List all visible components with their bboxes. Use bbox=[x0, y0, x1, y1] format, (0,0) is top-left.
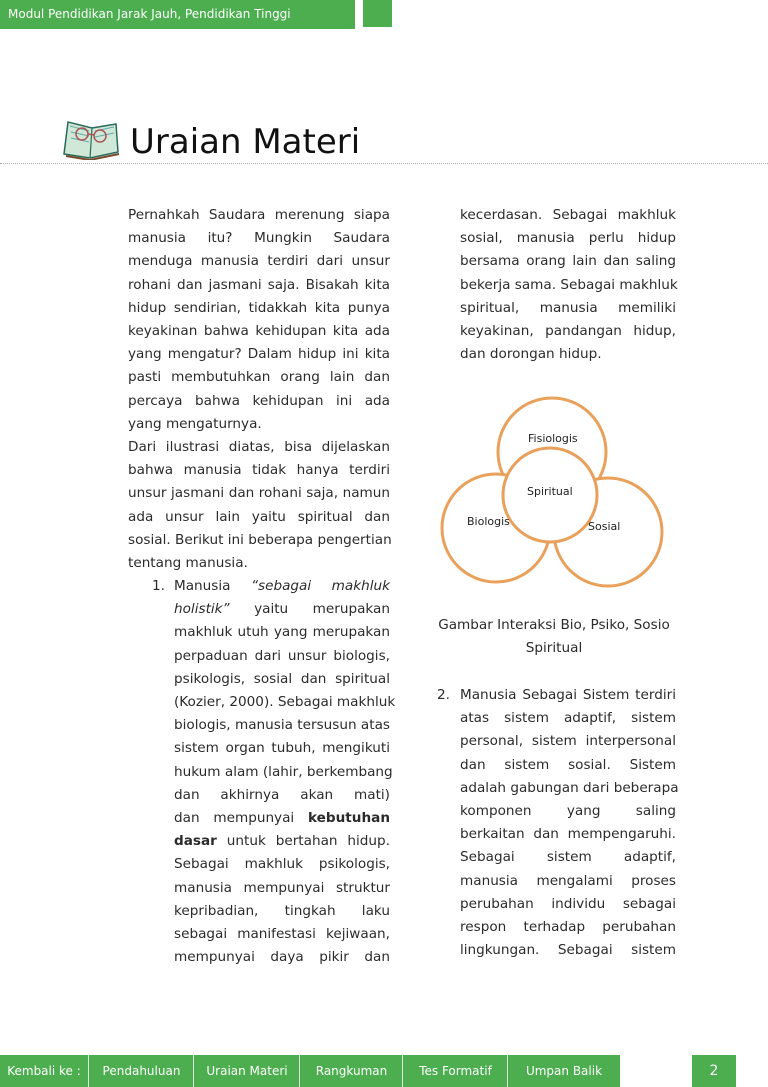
text-span: (Kozier, 2000). Sebagai makhluk bbox=[174, 694, 396, 710]
title-divider bbox=[0, 163, 768, 164]
label-spiritual: Spiritual bbox=[527, 485, 573, 498]
text-line: lingkungan. Sebagai sistem bbox=[460, 942, 676, 959]
text-line: keyakinan, pandangan hidup, bbox=[460, 323, 676, 339]
text-line: personal, sistem interpersonal bbox=[460, 733, 676, 750]
text-line bbox=[174, 878, 390, 898]
text-line bbox=[174, 762, 393, 782]
text-span: yaitu merupakan bbox=[229, 601, 390, 618]
text-line: percaya bahwa kehidupan ini ada bbox=[128, 392, 390, 409]
text-span: manusia mempunyai struktur bbox=[174, 879, 390, 896]
text-line bbox=[174, 947, 390, 967]
text-span: Sebagai makhluk psikologis, bbox=[174, 856, 390, 873]
text-line: Sebagai sistem adaptif, bbox=[460, 849, 676, 866]
text-line: pasti membutuhkan orang lain dan bbox=[128, 369, 390, 386]
page-number: 2 bbox=[692, 1055, 736, 1087]
text-line: sosial, manusia perlu hidup bbox=[460, 230, 676, 247]
text-span: hukum alam (lahir, berkembang bbox=[174, 763, 393, 780]
text-line: spiritual, manusia memiliki bbox=[460, 299, 676, 316]
label-sosial: Sosial bbox=[588, 520, 621, 533]
text-line: bahwa manusia tidak hanya terdiri bbox=[128, 462, 390, 479]
text-line: kecerdasan. Sebagai makhluk bbox=[460, 207, 676, 223]
text-line: sosial. Berikut ini beberapa pengertian bbox=[128, 531, 392, 548]
text-span: psikologis, sosial dan spiritual bbox=[174, 670, 390, 687]
nav-tes-formatif[interactable]: Tes Formatif bbox=[402, 1055, 508, 1087]
text-line bbox=[174, 692, 396, 712]
text-line: Dari ilustrasi diatas, bisa dijelaskan bbox=[128, 439, 390, 455]
text-line: adalah gabungan dari beberapa bbox=[460, 779, 679, 796]
text-line: unsur jasmani dan rohani saja, namun bbox=[128, 485, 390, 502]
text-line: bersama orang lain dan saling bbox=[460, 253, 676, 270]
figure-caption-line2: Spiritual bbox=[525, 640, 583, 656]
figure-caption-line1: Gambar Interaksi Bio, Psiko, Sosio bbox=[438, 617, 670, 633]
text-line: manusia itu? Mungkin Saudara bbox=[128, 230, 390, 247]
text-line: komponen yang saling bbox=[460, 803, 676, 819]
label-biologis: Biologis bbox=[467, 515, 510, 528]
text-span: untuk bertahan hidup. bbox=[216, 833, 390, 850]
text-span: Manusia bbox=[174, 578, 251, 594]
text-line: tentang manusia. bbox=[128, 555, 248, 571]
text-line: atas sistem adaptif, sistem bbox=[460, 710, 676, 727]
text-span: dan akhirnya akan mati) bbox=[174, 786, 390, 803]
text-line: Pernahkah Saudara merenung siapa bbox=[128, 207, 390, 223]
text-span: makhluk utuh yang merupakan bbox=[174, 624, 390, 641]
text-line: perubahan individu sebagai bbox=[460, 895, 676, 912]
module-header: Modul Pendidikan Jarak Jauh, Pendidikan Tinggi Kesehatan bbox=[0, 0, 355, 29]
text-line: dan dorongan hidup. bbox=[460, 346, 602, 363]
back-to-label: Kembali ke : bbox=[0, 1055, 88, 1087]
text-span: kepribadian, tingkah laku bbox=[174, 902, 390, 919]
section-title: Uraian Materi bbox=[130, 122, 361, 162]
text-line: berkaitan dan mempengaruhi. bbox=[460, 826, 676, 843]
text-line: manusia mengalami proses bbox=[460, 872, 676, 889]
label-fisiologis: Fisiologis bbox=[528, 432, 578, 445]
text-line: ada unsur lain yaitu spiritual dan bbox=[128, 508, 390, 525]
text-line bbox=[174, 831, 390, 851]
italic-text: holistik” bbox=[174, 601, 230, 618]
text-line: keyakinan bahwa kehidupan kita ada bbox=[128, 323, 390, 339]
text-line: hidup sendirian, tidakkah kita punya bbox=[128, 299, 390, 316]
text-line bbox=[174, 646, 390, 666]
text-line: yang mengaturnya. bbox=[128, 415, 262, 432]
bold-text: dasar bbox=[174, 833, 217, 850]
italic-text: “sebagai makhluk bbox=[250, 578, 390, 594]
text-line bbox=[174, 738, 390, 758]
text-line bbox=[174, 622, 390, 642]
list-number-1: 1. bbox=[152, 578, 165, 594]
text-span: sistem organ tubuh, mengikuti bbox=[174, 740, 390, 757]
text-line bbox=[174, 901, 390, 921]
text-line: bekerja sama. Sebagai makhluk bbox=[460, 276, 678, 293]
nav-pendahuluan[interactable]: Pendahuluan bbox=[88, 1055, 194, 1087]
text-line: rohani dan jasmani saja. Bisakah kita bbox=[128, 276, 390, 293]
text-line bbox=[174, 576, 390, 596]
text-span: mempunyai daya pikir dan bbox=[174, 949, 390, 966]
text-line bbox=[174, 669, 390, 689]
text-line bbox=[174, 808, 390, 828]
text-line: Manusia Sebagai Sistem terdiri bbox=[460, 687, 676, 703]
text-line bbox=[174, 715, 390, 735]
text-line: dan sistem sosial. Sistem bbox=[460, 756, 676, 773]
list-number-2: 2. bbox=[437, 687, 450, 703]
open-book-icon bbox=[62, 114, 120, 160]
header-accent-block bbox=[363, 0, 392, 27]
nav-umpan-balik[interactable]: Umpan Balik bbox=[507, 1055, 620, 1087]
text-span: perpaduan dari unsur biologis, bbox=[174, 647, 390, 664]
text-line: yang mengatur? Dalam hidup ini kita bbox=[128, 346, 390, 363]
nav-rangkuman[interactable]: Rangkuman bbox=[299, 1055, 403, 1087]
text-span: dan mempunyai bbox=[174, 810, 308, 826]
text-line bbox=[174, 854, 390, 874]
text-span: sebagai manifestasi kejiwaan, bbox=[174, 926, 390, 942]
nav-uraian-materi[interactable]: Uraian Materi bbox=[193, 1055, 300, 1087]
text-line bbox=[174, 599, 390, 619]
text-span: biologis, manusia tersusun atas bbox=[174, 717, 390, 734]
text-line: respon terhadap perubahan bbox=[460, 919, 676, 935]
text-line: menduga manusia terdiri dari unsur bbox=[128, 253, 390, 270]
bold-text: kebutuhan bbox=[307, 810, 390, 826]
text-line bbox=[174, 785, 390, 805]
text-line bbox=[174, 924, 390, 944]
